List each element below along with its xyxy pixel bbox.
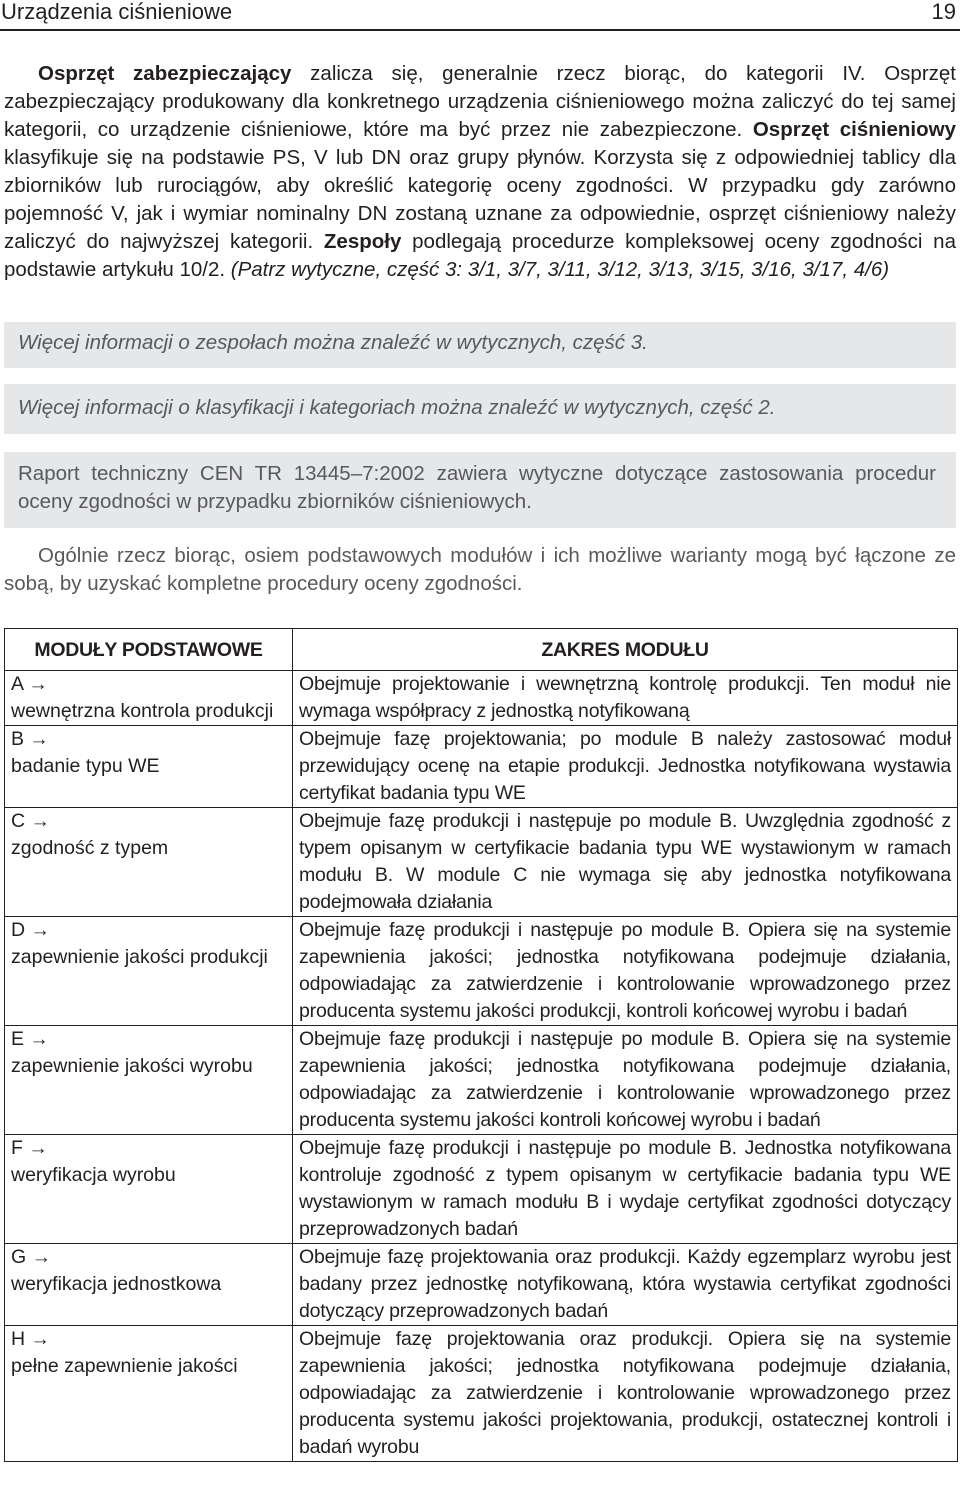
- module-code: H →: [11, 1328, 50, 1350]
- module-cell: [5, 1244, 293, 1326]
- module-code: G →: [11, 1246, 52, 1268]
- module-name: weryfikacja wyrobu: [11, 1164, 176, 1186]
- module-code: C →: [11, 810, 50, 832]
- table-row: [5, 1244, 958, 1326]
- guidelines-reference: (Patrz wytyczne, część 3: 3/1, 3/7, 3/11, 3/12, 3/13, 3/15, 3/16, 3/17, 4/6): [230, 258, 890, 281]
- module-code: A →: [11, 673, 48, 695]
- module-cell: [5, 808, 293, 917]
- module-cell: [5, 917, 293, 1026]
- table-row: [5, 1326, 958, 1462]
- module-description: Obejmuje fazę produkcji i następuje po module B. Opiera się na systemie zapewnienia jakości; jednostka notyfikowana podejmuje działania, odpowiadając za zatwierdzenie i kontrolowanie wprowadzonego przez producenta systemu jakości kontroli końcowej wyrobu i badań: [293, 1026, 958, 1135]
- module-description: Obejmuje fazę projektowania oraz produkcji. Opiera się na systemie zapewnienia jakości; jednostka notyfikowana podejmuje działania, odpowiadając za zatwierdzenie i kontrolowanie wprowadzonego przez producenta systemu jakości projektowania, produkcji, ostatecznej kontroli i badań wyrobu: [293, 1326, 958, 1462]
- table-row: [5, 726, 958, 808]
- module-code: B →: [11, 728, 49, 750]
- module-name: weryfikacja jednostkowa: [11, 1273, 222, 1295]
- module-code: F →: [11, 1137, 48, 1159]
- table-row: [5, 917, 958, 1026]
- module-cell: [5, 671, 293, 726]
- page-header: [0, 0, 960, 24]
- module-cell: [5, 1326, 293, 1462]
- info-box-technical-report: Raport techniczny CEN TR 13445–7:2002 zawiera wytyczne dotyczące zastosowania procedur oceny zgodności w przypadku zbiorników ciśnieniowych.: [4, 452, 956, 528]
- module-cell: [5, 1026, 293, 1135]
- module-name: zapewnienie jakości produkcji: [11, 946, 268, 968]
- modules-table: [4, 628, 958, 1462]
- info-box-classification: Więcej informacji o klasyfikacji i kategoriach można znaleźć w wytycznych, część 2.: [4, 384, 956, 434]
- module-name: zgodność z typem: [11, 837, 169, 859]
- module-name: pełne zapewnienie jakości: [11, 1355, 238, 1377]
- module-description: Obejmuje fazę produkcji i następuje po module B. Jednostka notyfikowana kontroluje zgodność z typem opisanym w certyfikacie badania typu WE wystawionym w ramach modułu B i wydaje certyfikat zgodności dotyczący przeprowadzonych badań: [293, 1135, 958, 1244]
- module-cell: [5, 1135, 293, 1244]
- term-pressure-accessories: Osprzęt ciśnieniowy: [752, 118, 956, 141]
- module-description: Obejmuje fazę produkcji i następuje po module B. Opiera się na systemie zapewnienia jakości; jednostka notyfikowana podejmuje działania, odpowiadając za zatwierdzenie i kontrolowanie wprowadzonego przez producenta systemu jakości produkcji, kontroli końcowej wyrobu i badań: [293, 917, 958, 1026]
- module-name: zapewnienie jakości wyrobu: [11, 1055, 253, 1077]
- table-row: [5, 1026, 958, 1135]
- module-description: Obejmuje fazę produkcji i następuje po module B. Uwzględnia zgodność z typem opisanym w certyfikacie badania typu WE wystawionym w ramach modułu B. W module C nie wymaga się aby jednostka notyfikowana podejmowała działania: [293, 808, 958, 917]
- module-description: Obejmuje projektowanie i wewnętrzną kontrolę produkcji. Ten moduł nie wymaga współpracy z jednostką notyfikowaną: [293, 671, 958, 726]
- text-segment: klasyfikuje się na podstawie PS, V lub DN oraz grupy płynów. Korzysta się z odpowiedniej tablicy dla zbiorników lub rurociągów, aby określić kategorię oceny zgodności. W przypadku gdy zarówno pojemność V, jak i wymiar nominalny DN zostaną uznane za odpowiednie, osprzęt ciśnieniowy należy zaliczyć do najwyższej kategorii.: [4, 146, 956, 253]
- module-name: wewnętrzna kontrola produkcji: [11, 700, 274, 722]
- running-title: Urządzenia ciśnieniowe: [1, 0, 233, 24]
- column-header-modules: MODUŁY PODSTAWOWE: [5, 629, 293, 671]
- info-box-assemblies: Więcej informacji o zespołach można znaleźć w wytycznych, część 3.: [4, 322, 956, 368]
- module-code: D →: [11, 919, 50, 941]
- table-header-row: [5, 629, 958, 671]
- intro-paragraph: [4, 60, 956, 284]
- table-row: [5, 1135, 958, 1244]
- term-safety-accessories: Osprzęt zabezpieczający: [38, 62, 292, 85]
- header-rule: [0, 29, 960, 31]
- module-description: Obejmuje fazę projektowania; po module B należy zastosować moduł przewidujący ocenę na etapie produkcji. Jednostka notyfikowana wystawia certyfikat badania typu WE: [293, 726, 958, 808]
- module-cell: [5, 726, 293, 808]
- module-description: Obejmuje fazę projektowania oraz produkcji. Każdy egzemplarz wyrobu jest badany przez jednostkę notyfikowaną, która wystawia certyfikat zgodności dotyczący przeprowadzonych badań: [293, 1244, 958, 1326]
- text-segment: podlegają procedurze kompleksowej oceny zgodności na podstawie artykułu 10/2.: [4, 230, 956, 281]
- column-header-scope: ZAKRES MODUŁU: [293, 629, 958, 671]
- module-name: badanie typu WE: [11, 755, 160, 777]
- text-segment: zalicza się, generalnie rzecz biorąc, do kategorii IV. Osprzęt zabezpieczający produkowany dla konkretnego urządzenia ciśnieniowego można zaliczyć do tej samej kategorii, co urządzenie ciśnieniowe, które ma być przez nie zabezpieczone.: [4, 62, 956, 141]
- table-row: [5, 808, 958, 917]
- module-code: E →: [11, 1028, 49, 1050]
- term-assemblies: Zespoły: [323, 230, 402, 253]
- modules-intro-paragraph: Ogólnie rzecz biorąc, osiem podstawowych modułów i ich możliwe warianty mogą być łączone ze sobą, by uzyskać kompletne procedury oceny zgodności.: [4, 544, 956, 595]
- page-number: 19: [931, 0, 956, 24]
- table-row: [5, 671, 958, 726]
